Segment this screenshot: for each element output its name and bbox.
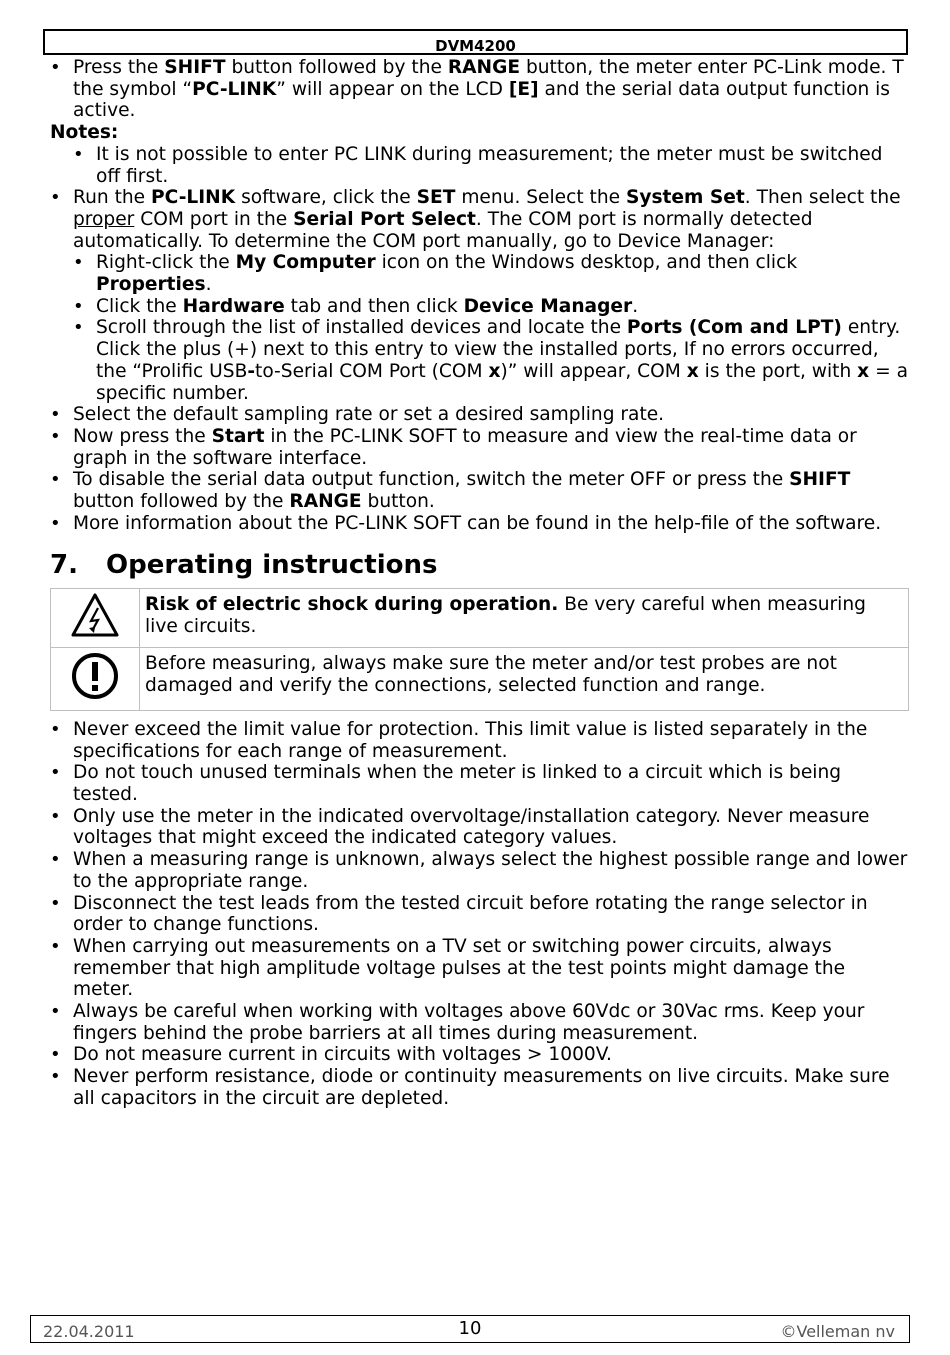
bold-text: Properties [96, 274, 206, 296]
list-item [50, 426, 910, 469]
section-title: Operating instructions [106, 550, 438, 581]
list-item [73, 317, 910, 404]
bold-text: Hardware [182, 295, 285, 317]
list-item [73, 144, 910, 187]
list-item [50, 469, 910, 512]
warning-text [140, 589, 909, 648]
text-run: ” will appear on the LCD [276, 78, 509, 100]
text-run: To disable the serial data output function, switch the meter OFF or press the [73, 469, 790, 491]
text-run: icon on the Windows desktop, and then click [375, 252, 798, 274]
text-run: Always be careful when working with voltages above 60Vdc or 30Vac rms. Keep your fingers behind the probe barriers at all times during measurement. [73, 1001, 865, 1044]
document-header [43, 29, 908, 55]
underlined-text: proper [73, 208, 135, 230]
list-item [50, 849, 910, 892]
text-run: is the port, with [698, 360, 858, 382]
text-run: Scroll through the list of installed devices and locate the [96, 317, 627, 339]
bold-text: RANGE [447, 57, 521, 78]
footer-date: 22.04.2011 [43, 1322, 135, 1341]
list-item [50, 719, 910, 762]
list-item [50, 1001, 910, 1044]
bold-text: Serial Port Select [293, 208, 476, 230]
text-run: button followed by the [73, 491, 290, 513]
list-item [50, 1044, 910, 1066]
text-run: . The COM port is normally detected automatically. To determine the COM port manually, go to Device Manager: [73, 208, 813, 252]
pc-link-steps [50, 57, 910, 122]
warning-row [51, 589, 909, 648]
text-run: = a specific number. [96, 360, 908, 404]
bold-text: x [488, 360, 501, 382]
bold-text: System Set [625, 187, 745, 209]
list-item [50, 1066, 910, 1109]
bold-text: Risk of electric shock during operation. [145, 594, 559, 616]
electric-shock-warning-icon [70, 592, 120, 638]
text-run: Disconnect the test leads from the tested circuit before rotating the range selector in order to change functions. [73, 892, 868, 936]
text-run: . [205, 274, 212, 296]
text-run: Never exceed the limit value for protection. This limit value is listed separately in the specifications for each range of measurement. [73, 718, 868, 762]
page-body [50, 57, 910, 1110]
bold-text: PC-LINK [192, 78, 277, 100]
list-item [50, 57, 910, 122]
text-run: entry. Click the plus (+) next to this entry to view the installed ports, If no errors occurred, the “Prolific USB [96, 317, 901, 382]
text-run: Run the [73, 187, 151, 209]
list-item [73, 252, 910, 295]
bold-text: Ports (Com and LPT) [626, 317, 842, 339]
text-run: Be very careful when measuring live circuits. [145, 594, 866, 638]
warning-text [140, 648, 909, 711]
text-run: button. [361, 491, 435, 513]
text-run: When a measuring range is unknown, always select the highest possible range and lower to the appropriate range. [73, 849, 908, 892]
model-title: DVM4200 [435, 37, 516, 55]
warning-table [50, 588, 909, 710]
bold-text: My Computer [235, 252, 376, 274]
page-footer [30, 1315, 910, 1343]
text-run: button followed by the [225, 57, 448, 78]
text-run: . [632, 295, 639, 317]
bold-text: Start [211, 425, 265, 447]
text-run: Right-click the [96, 252, 236, 274]
text-run: Before measuring, always make sure the meter and/or test probes are not damaged and verify the connections, selected function and range. [145, 653, 837, 696]
bold-text: SET [416, 187, 456, 209]
text-run: COM port in the [134, 208, 294, 230]
text-run: software, click the [235, 187, 417, 209]
pc-link-software-steps [50, 187, 910, 252]
text-run: tab and then click [284, 295, 464, 317]
text-run: menu. Select the [455, 187, 626, 209]
text-run: Select the default sampling rate or set a desired sampling rate. [73, 404, 665, 426]
text-run: When carrying out measurements on a TV set or switching power circuits, always remember that high amplitude voltage pulses at the test points might damage the meter. [73, 935, 846, 1001]
list-item [50, 404, 910, 426]
list-item [50, 893, 910, 936]
text-run: It is not possible to enter PC LINK during measurement; the meter must be switched off first. [96, 143, 883, 187]
list-item [73, 296, 910, 318]
device-manager-steps [73, 252, 910, 404]
warning-icon-cell [51, 648, 140, 711]
warning-row [51, 648, 909, 711]
list-item [50, 936, 910, 1001]
text-run: Never perform resistance, diode or continuity measurements on live circuits. Make sure all capacitors in the circuit are depleted. [73, 1066, 890, 1109]
pc-link-final-steps [50, 404, 910, 534]
bold-text: RANGE [289, 491, 362, 513]
list-item [50, 513, 910, 535]
bold-text: SHIFT [164, 57, 226, 78]
text-run: Press the [73, 57, 165, 78]
section-number: 7. [50, 550, 78, 581]
notes-list [73, 144, 910, 187]
text-run: and the serial data output function is active. [73, 78, 890, 122]
bold-text: x [857, 360, 870, 382]
section-heading [50, 548, 910, 582]
text-run: . Then select the [744, 187, 901, 209]
list-item [50, 806, 910, 849]
notes-label: Notes: [50, 122, 119, 144]
warning-icon-cell [51, 589, 140, 648]
text-run: to-Serial COM Port (COM [255, 360, 489, 382]
text-run: Do not touch unused terminals when the meter is linked to a circuit which is being tested. [73, 762, 842, 805]
list-item [50, 762, 910, 805]
text-run: in the PC-LINK SOFT to measure and view the real-time data or graph in the software interface. [73, 425, 857, 469]
text-run: )” will appear, COM [500, 360, 687, 382]
bold-text: x [686, 360, 699, 382]
text-run: button, the meter enter PC-Link mode. T the symbol “ [73, 57, 904, 100]
bold-text: SHIFT [789, 469, 851, 491]
text-run: Only use the meter in the indicated overvoltage/installation category. Never measure voltages that might exceed the indicated category values. [73, 805, 870, 849]
footer-copyright: ©Velleman nv [780, 1322, 895, 1341]
list-item [50, 187, 910, 252]
bold-text: Device Manager [463, 295, 633, 317]
text-run: Now press the [73, 425, 212, 447]
page-number: 10 [458, 1318, 482, 1339]
operating-instructions-list [50, 719, 910, 1110]
text-run: More information about the PC-LINK SOFT can be found in the help-file of the software. [73, 512, 882, 534]
exclamation-warning-icon [68, 651, 122, 701]
text-run: Do not measure current in circuits with voltages > 1000V. [73, 1044, 612, 1066]
bold-text: [E] [508, 78, 539, 100]
text-run: Click the [96, 295, 183, 317]
bold-text: PC-LINK [151, 187, 236, 209]
bold-text: - [247, 360, 256, 382]
